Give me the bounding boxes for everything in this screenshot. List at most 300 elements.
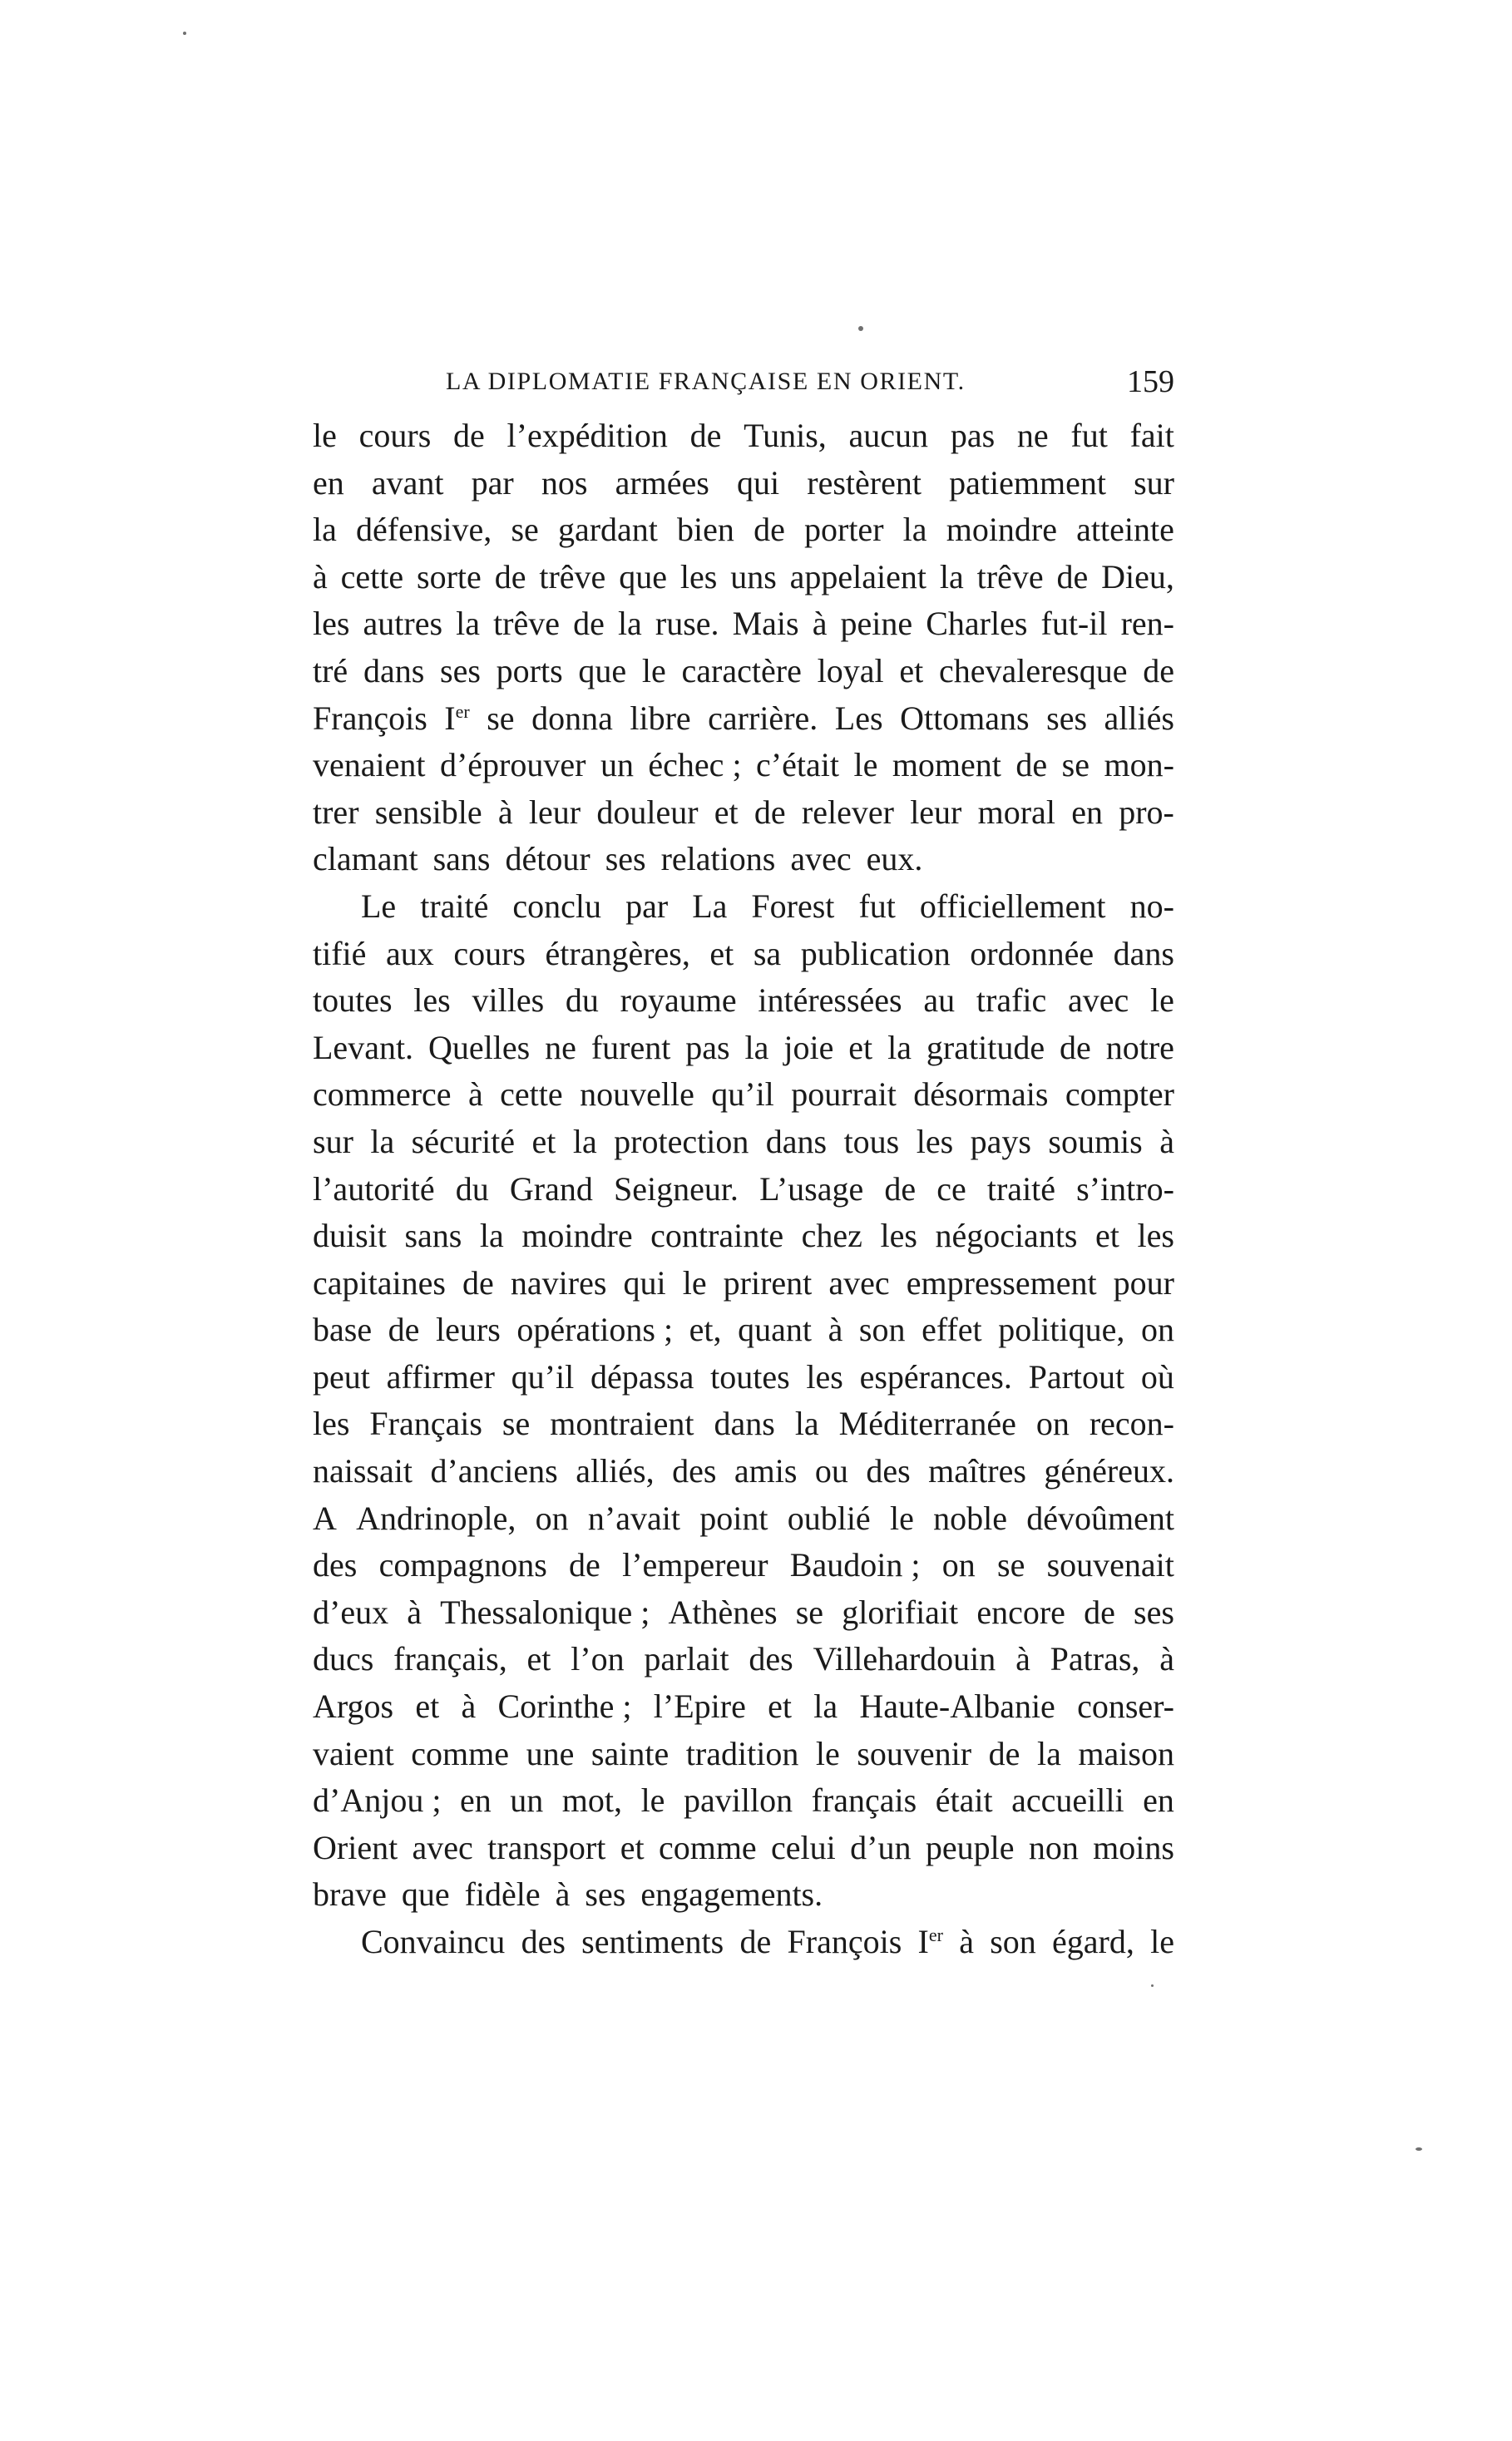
text-line bbox=[313, 1589, 1174, 1637]
word: de bbox=[1143, 651, 1174, 689]
word: furent bbox=[590, 1028, 671, 1066]
word: pavillon bbox=[683, 1781, 793, 1820]
word: se bbox=[795, 1593, 824, 1631]
word: leurs bbox=[436, 1311, 501, 1349]
word: d’éprouver bbox=[439, 746, 586, 784]
word: se bbox=[511, 511, 539, 549]
word: du bbox=[565, 981, 599, 1020]
word: Haute-Albanie bbox=[859, 1687, 1055, 1726]
word: Corinthe ; bbox=[497, 1687, 632, 1726]
word: Partout bbox=[1028, 1357, 1125, 1396]
text-line bbox=[313, 1119, 1174, 1166]
word: no- bbox=[1129, 887, 1174, 925]
word: s’intro- bbox=[1076, 1169, 1174, 1208]
word: à bbox=[497, 793, 513, 831]
word: François bbox=[313, 699, 427, 737]
word: et bbox=[531, 1122, 556, 1160]
word: en bbox=[1071, 793, 1103, 831]
word: par bbox=[471, 463, 514, 502]
word: où bbox=[1140, 1357, 1174, 1396]
word: les bbox=[880, 1217, 917, 1255]
word: Andrinople, bbox=[356, 1499, 516, 1537]
word: comme bbox=[658, 1828, 757, 1866]
word: Seigneur. bbox=[613, 1169, 739, 1208]
word: qu’il bbox=[511, 1357, 575, 1396]
word: négociants bbox=[935, 1217, 1078, 1255]
text-line bbox=[313, 931, 1174, 978]
word: le bbox=[853, 746, 878, 784]
word: l’Epire bbox=[653, 1687, 746, 1726]
word: qui bbox=[737, 463, 780, 502]
word: carrière. bbox=[708, 699, 818, 737]
word: Orient bbox=[313, 1828, 398, 1866]
word: la bbox=[813, 1687, 838, 1726]
word: parlait bbox=[644, 1640, 729, 1678]
word: recon- bbox=[1089, 1405, 1174, 1443]
text-line bbox=[313, 600, 1174, 648]
word: trer bbox=[313, 793, 359, 831]
text-line bbox=[313, 1354, 1174, 1401]
word: pays bbox=[970, 1122, 1031, 1160]
word: le bbox=[1150, 981, 1174, 1020]
word: libre bbox=[630, 699, 691, 737]
word: empressement bbox=[906, 1263, 1097, 1302]
text-line bbox=[313, 977, 1174, 1025]
word: pro- bbox=[1119, 793, 1174, 831]
word: glorifiait bbox=[842, 1593, 959, 1631]
word: se bbox=[997, 1546, 1025, 1584]
word: tous bbox=[843, 1122, 900, 1160]
word: du bbox=[455, 1169, 489, 1208]
word: ne bbox=[1016, 417, 1049, 454]
word: des bbox=[866, 1452, 911, 1490]
word: dans bbox=[363, 651, 425, 689]
word: relations bbox=[660, 840, 776, 878]
word: chevaleresque bbox=[938, 651, 1128, 689]
word: des bbox=[521, 1923, 566, 1960]
word: chez bbox=[801, 1217, 862, 1255]
word: quant bbox=[738, 1311, 812, 1349]
word: accueilli bbox=[1011, 1781, 1124, 1820]
word: que bbox=[401, 1875, 450, 1914]
word: contrainte bbox=[650, 1217, 784, 1255]
word: mot, bbox=[561, 1781, 623, 1820]
word: maison bbox=[1078, 1734, 1174, 1772]
word: des bbox=[672, 1452, 717, 1490]
word: et bbox=[1095, 1217, 1119, 1255]
superscript: er bbox=[928, 1925, 943, 1945]
word: à bbox=[828, 1311, 843, 1349]
text-line bbox=[313, 1542, 1174, 1589]
word: Ier bbox=[917, 1923, 943, 1960]
word: moins bbox=[1093, 1828, 1174, 1866]
word: cette bbox=[500, 1075, 563, 1114]
word: ses bbox=[1046, 699, 1088, 737]
word: les bbox=[313, 605, 350, 643]
text-line bbox=[313, 1071, 1174, 1119]
word: vaient bbox=[313, 1734, 394, 1772]
text-line bbox=[313, 695, 1174, 743]
word: la bbox=[479, 1217, 504, 1255]
text-line bbox=[313, 1448, 1174, 1495]
word: ducs bbox=[313, 1640, 374, 1678]
word: cours bbox=[358, 417, 432, 454]
word: point bbox=[699, 1499, 768, 1537]
word: de bbox=[884, 1169, 917, 1208]
superscript: er bbox=[455, 700, 470, 722]
word: restèrent bbox=[807, 463, 922, 502]
word: opérations ; bbox=[516, 1311, 674, 1349]
word: la bbox=[794, 1405, 819, 1443]
text-line bbox=[313, 836, 1174, 883]
word: avec bbox=[1068, 981, 1129, 1020]
word: Mais bbox=[732, 605, 799, 643]
word: ou bbox=[814, 1452, 848, 1490]
word: ses bbox=[1134, 1593, 1174, 1631]
word: le bbox=[640, 1781, 665, 1820]
word: moment bbox=[892, 746, 1001, 784]
word: d’anciens bbox=[430, 1452, 558, 1490]
word: sentiments bbox=[581, 1923, 724, 1960]
word: généreux. bbox=[1044, 1452, 1174, 1490]
word: toutes bbox=[313, 981, 393, 1020]
word: Levant. bbox=[313, 1028, 414, 1066]
word: d’un bbox=[850, 1828, 912, 1866]
word: leur bbox=[910, 793, 962, 831]
word: intéressées bbox=[758, 981, 902, 1020]
word: Les bbox=[834, 699, 883, 737]
word: un bbox=[600, 746, 634, 784]
word: un bbox=[510, 1781, 544, 1820]
scan-speck bbox=[1151, 1984, 1154, 1987]
text-line bbox=[313, 1777, 1174, 1825]
word: l’autorité bbox=[313, 1169, 435, 1208]
text-line bbox=[313, 742, 1174, 789]
word: de bbox=[573, 605, 605, 643]
word: d’Anjou ; bbox=[313, 1781, 442, 1820]
word: une bbox=[526, 1734, 575, 1772]
word: la bbox=[617, 605, 642, 643]
word: par bbox=[625, 887, 669, 925]
word: espérances. bbox=[859, 1357, 1012, 1396]
word: soumis bbox=[1048, 1122, 1143, 1160]
text-line bbox=[313, 1825, 1174, 1872]
word: joie bbox=[783, 1028, 834, 1066]
word: oublié bbox=[787, 1499, 871, 1537]
word: les bbox=[1137, 1217, 1174, 1255]
scan-speck bbox=[858, 326, 863, 331]
word: de bbox=[388, 1311, 420, 1349]
word: moindre bbox=[521, 1217, 633, 1255]
word: et bbox=[620, 1828, 645, 1866]
word: celui bbox=[771, 1828, 836, 1866]
word: égard, bbox=[1052, 1923, 1134, 1960]
word: le bbox=[815, 1734, 840, 1772]
word: Patras, bbox=[1050, 1640, 1140, 1678]
word: et bbox=[768, 1687, 792, 1726]
word: leur bbox=[528, 793, 581, 831]
word: se bbox=[1061, 746, 1090, 784]
word: l’on bbox=[571, 1640, 625, 1678]
word: fut bbox=[1070, 417, 1108, 454]
word: navires bbox=[510, 1263, 607, 1302]
word: échec ; bbox=[648, 746, 742, 784]
word: ren- bbox=[1120, 605, 1174, 643]
text-line bbox=[313, 1919, 1174, 1966]
word: aux bbox=[385, 934, 434, 972]
word: d’eux bbox=[313, 1593, 389, 1631]
word: Français bbox=[369, 1405, 482, 1443]
word: notre bbox=[1105, 1028, 1174, 1066]
word: donna bbox=[531, 699, 613, 737]
word: détour bbox=[505, 840, 590, 878]
word: de bbox=[462, 1263, 494, 1302]
word: armées bbox=[615, 463, 709, 502]
word: on bbox=[1035, 1405, 1070, 1443]
word: transport bbox=[487, 1828, 606, 1866]
word: encore bbox=[976, 1593, 1065, 1631]
word: fidèle bbox=[464, 1875, 541, 1914]
word: gardant bbox=[557, 511, 658, 549]
word: et bbox=[714, 793, 739, 831]
text-line bbox=[313, 1260, 1174, 1307]
word: de bbox=[754, 511, 785, 549]
word: à bbox=[1015, 1640, 1030, 1678]
word: Athènes bbox=[668, 1593, 778, 1631]
text-line bbox=[313, 1871, 1174, 1919]
word: de bbox=[1015, 746, 1048, 784]
word: moral bbox=[977, 793, 1055, 831]
text-line bbox=[313, 1683, 1174, 1731]
word: atteinte bbox=[1076, 511, 1174, 549]
word: non bbox=[1028, 1828, 1079, 1866]
word: protection bbox=[614, 1122, 749, 1160]
word: ordonnée bbox=[970, 934, 1094, 972]
word: appelaient bbox=[789, 557, 927, 595]
word: dépassa bbox=[590, 1357, 694, 1396]
word: dévoûment bbox=[1026, 1499, 1174, 1537]
word: gratitude bbox=[926, 1028, 1045, 1066]
word: les bbox=[806, 1357, 843, 1396]
word: Villehardouin bbox=[813, 1640, 996, 1678]
word: trêve bbox=[539, 557, 606, 595]
word: L’usage bbox=[759, 1169, 864, 1208]
word: et bbox=[899, 651, 924, 689]
word: villes bbox=[472, 981, 545, 1020]
word: avant bbox=[371, 463, 444, 502]
text-line bbox=[313, 413, 1174, 460]
word: de bbox=[494, 557, 526, 595]
word: base bbox=[313, 1311, 373, 1349]
word: on bbox=[535, 1499, 569, 1537]
word: sainte bbox=[590, 1734, 670, 1772]
word: Charles bbox=[926, 605, 1028, 643]
word: peuple bbox=[925, 1828, 1015, 1866]
word: et, bbox=[689, 1311, 722, 1349]
word: en bbox=[313, 463, 344, 502]
word: pas bbox=[685, 1028, 730, 1066]
word: et bbox=[526, 1640, 551, 1678]
word: ne bbox=[545, 1028, 576, 1066]
word: que bbox=[578, 651, 627, 689]
word: peine bbox=[840, 605, 913, 643]
word: bien bbox=[677, 511, 734, 549]
word: le bbox=[889, 1499, 914, 1537]
word: de bbox=[739, 1923, 772, 1960]
scan-speck bbox=[183, 32, 186, 35]
word: montraient bbox=[550, 1405, 694, 1443]
word: qui bbox=[623, 1263, 666, 1302]
word: pourrait bbox=[791, 1075, 897, 1114]
word: caractère bbox=[681, 651, 802, 689]
word: à bbox=[407, 1593, 422, 1631]
word: engagements. bbox=[640, 1875, 823, 1914]
word: sa bbox=[753, 934, 782, 972]
word: noble bbox=[933, 1499, 1007, 1537]
word: uns bbox=[730, 557, 777, 595]
word: la bbox=[313, 511, 337, 549]
word: cette bbox=[340, 557, 404, 595]
word: politique, bbox=[998, 1311, 1125, 1349]
word: amis bbox=[734, 1452, 798, 1490]
word: n’avait bbox=[587, 1499, 680, 1537]
scan-speck bbox=[1416, 2147, 1422, 2151]
word: alliés bbox=[1104, 699, 1174, 737]
word: capitaines bbox=[313, 1263, 446, 1302]
word: le bbox=[1150, 1923, 1174, 1960]
word: publication bbox=[800, 934, 951, 972]
word: maîtres bbox=[928, 1452, 1026, 1490]
word: brave bbox=[313, 1875, 387, 1914]
word: Quelles bbox=[428, 1028, 531, 1066]
word: nos bbox=[541, 463, 588, 502]
word: avec bbox=[790, 840, 852, 878]
word: Le bbox=[361, 887, 397, 925]
word: sécurité bbox=[411, 1122, 516, 1160]
word: de bbox=[754, 793, 786, 831]
text-line bbox=[313, 1213, 1174, 1260]
word: La bbox=[692, 887, 728, 925]
word: aucun bbox=[848, 417, 929, 454]
word: ses bbox=[605, 840, 646, 878]
word: les bbox=[413, 981, 451, 1020]
word: cours bbox=[453, 934, 526, 972]
text-line bbox=[313, 506, 1174, 554]
word: pour bbox=[1113, 1263, 1174, 1302]
text-line bbox=[313, 648, 1174, 695]
word: duisit bbox=[313, 1217, 387, 1255]
word: clamant bbox=[313, 840, 418, 878]
word: dans bbox=[1113, 934, 1174, 972]
word: à bbox=[555, 1875, 571, 1914]
text-line bbox=[313, 1401, 1174, 1448]
word: la bbox=[456, 605, 480, 643]
word: affirmer bbox=[386, 1357, 495, 1396]
word: pas bbox=[950, 417, 996, 454]
word: patiemment bbox=[949, 463, 1106, 502]
text-line bbox=[313, 789, 1174, 837]
word: Convaincu bbox=[361, 1923, 506, 1960]
word: sur bbox=[313, 1122, 353, 1160]
word: Ier bbox=[444, 699, 470, 737]
running-title: LA DIPLOMATIE FRANÇAISE EN ORIENT. bbox=[446, 368, 966, 395]
word: de bbox=[453, 417, 485, 454]
word: trêve bbox=[493, 605, 561, 643]
word: et bbox=[415, 1687, 440, 1726]
word: fait bbox=[1129, 417, 1174, 454]
word: en bbox=[1143, 1781, 1174, 1820]
text-line bbox=[313, 1166, 1174, 1213]
word: autres bbox=[363, 605, 443, 643]
word: compagnons bbox=[378, 1546, 547, 1584]
word: était bbox=[935, 1781, 993, 1820]
word: compter bbox=[1065, 1075, 1174, 1114]
word: fut-il bbox=[1040, 605, 1108, 643]
word: le bbox=[682, 1263, 707, 1302]
word: trêve bbox=[976, 557, 1044, 595]
word: relever bbox=[801, 793, 894, 831]
word: que bbox=[619, 557, 667, 595]
word: A bbox=[313, 1499, 337, 1537]
word: conser- bbox=[1077, 1687, 1174, 1726]
word: ports bbox=[496, 651, 563, 689]
word: de bbox=[689, 417, 722, 454]
word: tré bbox=[313, 651, 348, 689]
word: avec bbox=[412, 1828, 473, 1866]
word: la bbox=[939, 557, 964, 595]
word: alliés, bbox=[576, 1452, 655, 1490]
word: de bbox=[988, 1734, 1020, 1772]
word: avec bbox=[828, 1263, 890, 1302]
word: comme bbox=[411, 1734, 510, 1772]
word: des bbox=[749, 1640, 793, 1678]
word: à bbox=[1159, 1640, 1174, 1678]
word: la bbox=[902, 511, 927, 549]
word: Forest bbox=[751, 887, 835, 925]
word: on bbox=[941, 1546, 976, 1584]
word: eux. bbox=[866, 840, 923, 878]
word: défensive, bbox=[356, 511, 492, 549]
word: royaume bbox=[620, 981, 737, 1020]
word: la bbox=[744, 1028, 769, 1066]
word: nouvelle bbox=[580, 1075, 694, 1114]
word: français, bbox=[393, 1640, 507, 1678]
word: à bbox=[812, 605, 828, 643]
word: à bbox=[461, 1687, 477, 1726]
text-line bbox=[313, 1731, 1174, 1778]
word: et bbox=[709, 934, 734, 972]
word: mon- bbox=[1104, 746, 1174, 784]
text-line bbox=[313, 1307, 1174, 1354]
word: effet bbox=[922, 1311, 982, 1349]
word: trafic bbox=[976, 981, 1047, 1020]
word: peut bbox=[313, 1357, 370, 1396]
word: Baudoin ; bbox=[789, 1546, 921, 1584]
word: Argos bbox=[313, 1687, 394, 1726]
word: Méditerranée bbox=[838, 1405, 1016, 1443]
word: à bbox=[467, 1075, 483, 1114]
word: son bbox=[990, 1923, 1036, 1960]
word: qu’il bbox=[711, 1075, 774, 1114]
word: à bbox=[313, 557, 328, 595]
word: se bbox=[502, 1405, 531, 1443]
word: à bbox=[1159, 1122, 1174, 1160]
text-line bbox=[313, 460, 1174, 507]
word: désormais bbox=[913, 1075, 1049, 1114]
word: on bbox=[1140, 1311, 1174, 1349]
word: de bbox=[569, 1546, 600, 1584]
running-head bbox=[446, 361, 1174, 403]
